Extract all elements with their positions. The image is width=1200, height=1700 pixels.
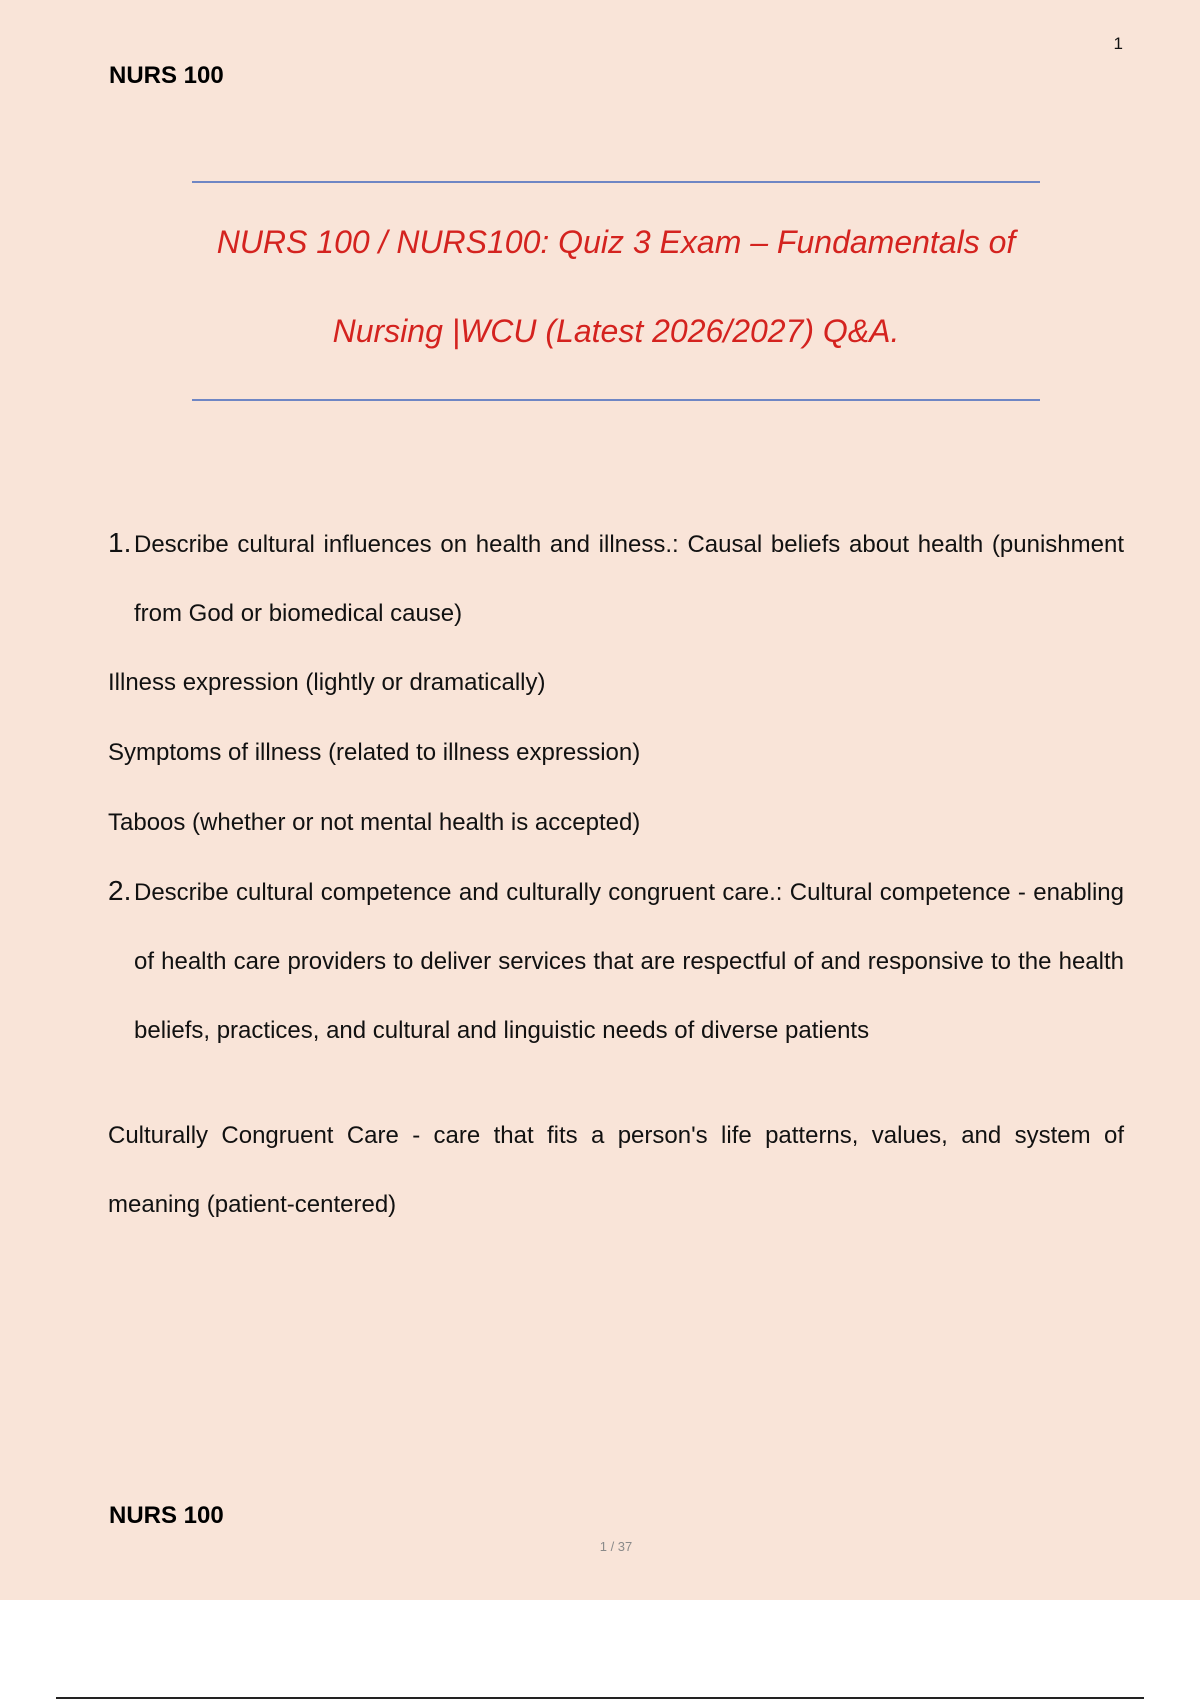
document-title — [192, 198, 1040, 376]
next-page-top-rule — [56, 1697, 1144, 1699]
question-1-number: 1. — [108, 527, 132, 558]
page-number: 1 — [1113, 34, 1123, 53]
page-counter: 1 / 37 — [599, 1539, 633, 1554]
title-top-rule — [192, 181, 1040, 183]
question-1-line-1: Illness expression (lightly or dramatically) — [108, 669, 546, 696]
question-1-line-2: Symptoms of illness (related to illness expression) — [108, 739, 641, 766]
question-2 — [108, 858, 1124, 1065]
question-1 — [108, 510, 1124, 648]
question-list — [108, 510, 1124, 1239]
spacer — [108, 1065, 1124, 1101]
question-1-line-3: Taboos (whether or not mental health is accepted) — [108, 809, 641, 836]
title-line-1: NURS 100 / NURS100: Quiz 3 Exam – Fundamentals of — [216, 224, 1016, 260]
question-2-text: Describe cultural competence and culturally congruent care.: Cultural competence - enabling of health care providers to deliver services that are respectful of and responsive to the health beliefs, practices, and cultural and linguistic needs of diverse patients — [134, 879, 1124, 1044]
footer-course-code: NURS 100 — [109, 1502, 224, 1529]
question-2-number: 2. — [108, 875, 132, 906]
title-bottom-rule — [192, 399, 1040, 401]
title-line-2: Nursing |WCU (Latest 2026/2027) Q&A. — [332, 313, 900, 349]
question-2-paragraph: Culturally Congruent Care - care that fits a person's life patterns, values, and system of meaning (patient-centered) — [108, 1122, 1124, 1218]
question-1-text: Describe cultural influences on health and illness.: Causal beliefs about health (punishment from God or biomedical cause) — [134, 531, 1124, 627]
header-course-code: NURS 100 — [109, 62, 224, 89]
